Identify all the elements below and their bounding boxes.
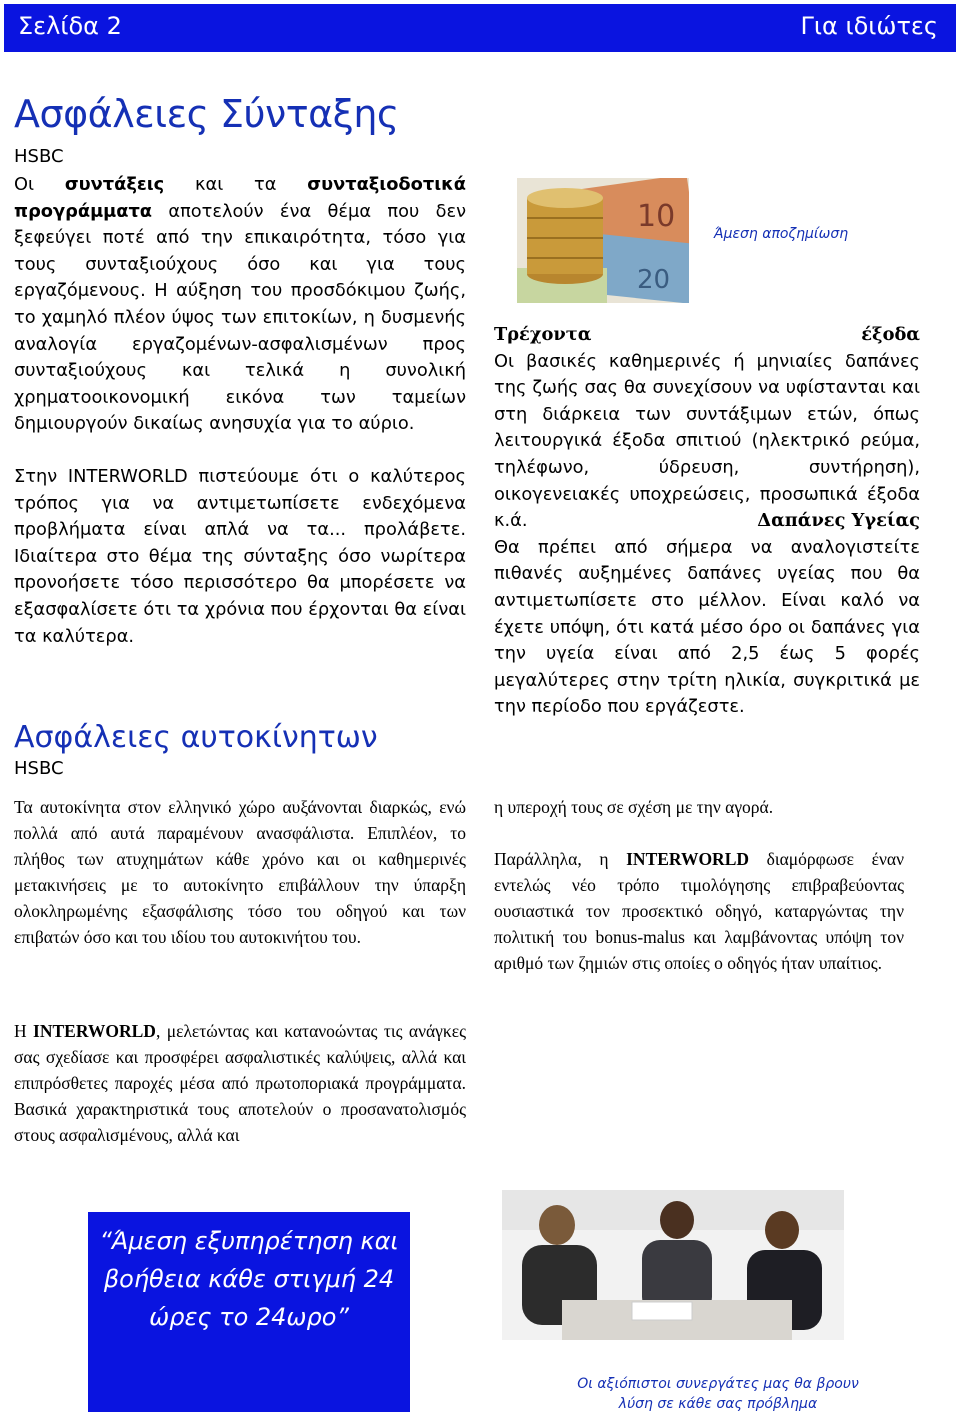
money-caption: Άμεση αποζημίωση	[714, 226, 849, 242]
car-paragraph-3: η υπεροχή τους σε σχέση με την αγορά.	[494, 797, 774, 817]
health-expenses-heading: Δαπάνες Υγείας	[757, 510, 920, 532]
section-name: Για ιδιώτες	[800, 12, 938, 40]
car-paragraph-2: Η INTERWORLD, μελετώντας και κατανοώντας τις ανάγκες σας σχεδίασε και προσφέρει ασφαλιστικές καλύψεις, αλλά και επιπρόσθετες παροχές μέσα από πρωτοποριακά προγράμματα. Βασικά χαρακτηριστικά τους αποτελούν ο προσανατολισμός στους ασφαλισμένους, αλλά και	[14, 1021, 467, 1145]
pension-paragraph-1: Οι συντάξεις και τα συνταξιοδοτικά προγράμματα αποτελούν ένα θέμα που δεν ξεφεύγει ποτέ από την επικαιρότητα, τόσο για τους συνταξιούχους όσο και για τους εργαζόμενους. Η αύξηση του προσδόκιμου ζωής, το χαμηλό πλέον ύψος των επιτοκίων, η δυσμενής αναλογία εργαζομένων-ασφαλισμένων προς συνταξιούχους και τελικά η συνολική χρηματοοικονομική εικόνα των ταμείων δημιουργούν δικαίως ανησυχία για το αύριο.	[14, 174, 466, 435]
pension-subtitle: HSBC	[14, 146, 64, 167]
car-paragraph-1: Τα αυτοκίνητα στον ελληνικό χώρο αυξάνονται διαρκώς, ενώ πολλά από αυτά παραμένουν ανασφάλιστα. Επιπλέον, το πλήθος των ατυχημάτων κάθε χρόνο και οι καθημερινές μετακινήσεις με το αυτοκίνητο επιβάλλουν την ύπαρξη ολοκληρωμένης εξασφάλισης τόσο του οδηγού και των επιβατών όσο και του ιδίου του αυτοκινήτου του.	[14, 797, 466, 947]
svg-text:10: 10	[637, 199, 676, 234]
partners-caption: Οι αξιόπιστοι συνεργάτες μας θα βρουν λύση σε κάθε σας πρόβλημα	[577, 1376, 859, 1412]
car-paragraph-4: Παράλληλα, η INTERWORLD διαμόρφωσε έναν εντελώς νέο τρόπο τιμολόγησης επιβραβεύοντας ουσιαστικά τον προσεκτικό οδηγό, καταργώντας την πολιτική του bonus-malus και λαμβάνοντας υπόψη τον αριθμό των ζημιών στις οποίες ο οδηγός ήταν υπαίτιος.	[494, 849, 905, 973]
expenses-body	[494, 322, 920, 721]
page-number: Σελίδα 2	[18, 12, 122, 40]
pension-body	[14, 172, 466, 676]
car-right-column	[494, 794, 904, 1002]
expenses-text-2: Θα πρέπει από σήμερα να αναλογιστείτε πιθανές αυξημένες δαπάνες υγείας που θα αντιμετωπίσετε στο μέλλον. Είναι καλό να έχετε υπόψη, ότι κατά μέσο όρο οι δαπάνες για την υγεία είναι από 2,5 έως 5 φορές μεγαλύτερες στην τρίτη ηλικία, συγκριτικά με την περίοδο που εργάζεστε.	[494, 536, 920, 718]
pension-title: Ασφάλειες Σύνταξης	[14, 92, 399, 136]
svg-text:20: 20	[637, 265, 671, 295]
money-photo	[517, 178, 689, 303]
expenses-text-1: Οι βασικές καθημερινές ή μηνιαίες δαπάνες της ζωής σας θα συνεχίσουν να υφίστανται και στη διάρκεια των συντάξιμων ετών, όπως λειτουργικά έξοδα σπιτιού (ηλεκτρικό ρεύμα, τηλέφωνο, ύδρευση, συντήρηση), οικογενειακές υποχρεώσεις, προσωπικά έξοδα κ.ά.	[494, 350, 920, 532]
current-expenses-heading: Τρέχοντα έξοδα	[494, 324, 920, 345]
meeting-photo	[502, 1190, 844, 1340]
pension-paragraph-2: Στην INTERWORLD πιστεύουμε ότι ο καλύτερος τρόπος για να αντιμετωπίσετε ενδεχόμενα προβλήματα είναι απλά να τα... προλάβετε. Ιδιαίτερα στο θέμα της σύνταξης όσο νωρίτερα προνοήσετε τόσο περισσότερο θα μπορέσετε να εξασφαλίσετε ότι τα χρόνια που έρχονται θα είναι τα καλύτερα.	[14, 465, 466, 647]
car-title: Ασφάλειες αυτοκίνητων	[14, 720, 378, 755]
service-box-text: “Άμεση εξυπηρέτηση και βοήθεια κάθε στιγμή 24 ώρες το 24ωρο”	[99, 1227, 399, 1331]
car-subtitle: HSBC	[14, 758, 64, 779]
